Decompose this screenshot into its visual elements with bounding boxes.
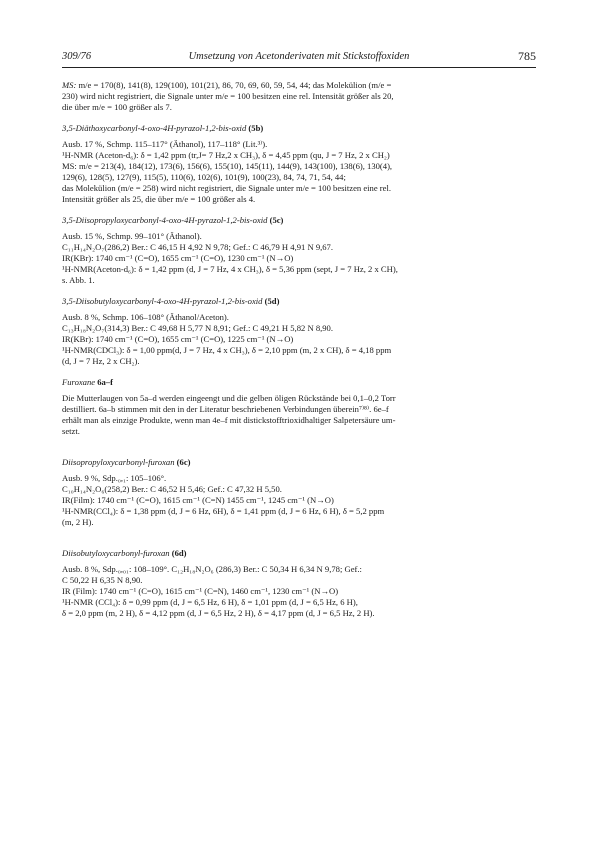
compound-label: 6a–f	[97, 377, 114, 387]
compound-label: (6d)	[171, 548, 187, 558]
page-number: 785	[518, 49, 536, 63]
ms-label: MS:	[62, 80, 77, 90]
ms-paragraph	[62, 80, 540, 113]
text-line: (m, 2 H).	[62, 517, 94, 527]
text-line: erhält man als einzige Produkte, wenn man 4e–f mit distickstofftrioxidhaltiger Salpetersäure um-	[62, 415, 396, 425]
compound-title: Diisopropyloxycarbonyl-furoxan (6c)	[62, 457, 191, 467]
text-line: (d, J = 7 Hz, 2 x CH₂).	[62, 356, 140, 366]
text-line-content: m/e = 170(8), 141(8), 129(100), 101(21), 86, 70, 69, 60, 59, 54, 44; das Molekülion (m/e =	[76, 80, 392, 90]
compound-title: 3,5-Diisopropyloxycarbonyl-4-oxo-4H-pyrazol-1,2-bis-oxid (5c)	[62, 215, 284, 225]
compound-label: (5c)	[269, 215, 284, 225]
text-line: IR(KBr): 1740 cm⁻¹ (C=O), 1655 cm⁻¹ (C=O), 1230 cm⁻¹ (N→O)	[62, 253, 294, 263]
compound-label: (5b)	[248, 123, 264, 133]
text-line: 230) wird nicht registriert, die Signale unter m/e = 100 besitzen eine rel. Intensität größer als 20,	[62, 91, 394, 101]
section-5d	[62, 296, 540, 367]
text-line: 129(6), 128(5), 127(9), 115(5), 110(6), 102(6), 101(9), 100(23), 84, 74, 71, 54, 44;	[62, 172, 346, 182]
text-line: Intensität größer als 25, die über m/e = 100 größer als 4.	[62, 194, 256, 204]
body-text	[62, 80, 540, 619]
text-line: C 50,22 H 6,35 N 8,90.	[62, 575, 143, 585]
text-line: Ausb. 8 %, Schmp. 106–108° (Äthanol/Aceton).	[62, 312, 229, 322]
text-line: destilliert. 6a–b stimmen mit den in der Literatur beschriebenen Verbindungen überein⁷⁾⁸⁾. 6e–f	[62, 404, 389, 414]
text-line: Die Mutterlaugen von 5a–d werden eingeengt und die gelben öligen Rückstände bei 0,1–0,2 Torr	[62, 393, 396, 403]
text-line: C₁₁H₁₄N₂O₇(286,2) Ber.: C 46,15 H 4,92 N 9,78; Gef.: C 46,79 H 4,91 N 9,67.	[62, 242, 334, 252]
section-6c	[62, 457, 540, 528]
section-furoxane	[62, 377, 540, 437]
text-line: s. Abb. 1.	[62, 275, 95, 285]
section-5b	[62, 123, 540, 205]
running-title: Umsetzung von Acetonderivaten mit Stickstoffoxiden	[188, 51, 410, 62]
journal-reference: 309/76	[62, 51, 92, 62]
text-line: IR(Film): 1740 cm⁻¹ (C=O), 1615 cm⁻¹ (C=N) 1455 cm⁻¹, 1245 cm⁻¹ (N→O)	[62, 495, 334, 505]
text-line: δ = 2,0 ppm (m, 2 H), δ = 4,12 ppm (d, J = 6,5 Hz, 2 H), δ = 4,17 ppm (d, J = 6,5 Hz, 2 H).	[62, 608, 375, 618]
text-line: ¹H-NMR(CCl₄): δ = 1,38 ppm (d, J = 6 Hz, 6H), δ = 1,41 ppm (d, J = 6 Hz, 6 H), δ = 5,2 ppm	[62, 506, 385, 516]
compound-title: Diisobutyloxycarbonyl-furoxan (6d)	[62, 548, 187, 558]
compound-title: 3,5-Diisobutyloxycarbonyl-4-oxo-4H-pyrazol-1,2-bis-oxid (5d)	[62, 296, 280, 306]
text-line: Ausb. 15 %, Schmp. 99–101° (Äthanol).	[62, 231, 202, 241]
compound-title: Furoxane 6a–f	[62, 377, 114, 387]
text-line: MS: m/e = 213(4), 184(12), 173(6), 156(6), 155(10), 145(11), 144(9), 143(100), 138(6), 130(4),	[62, 161, 393, 171]
section-5c	[62, 215, 540, 286]
compound-title: 3,5-Diäthoxycarbonyl-4-oxo-4H-pyrazol-1,2-bis-oxid (5b)	[62, 123, 264, 133]
text-line: C₁₀H₁₄N₂O₆(258,2) Ber.: C 46,52 H 5,46; Gef.: C 47,32 H 5,50.	[62, 484, 282, 494]
compound-label: (6c)	[176, 457, 191, 467]
text-line: ¹H-NMR (CCl₄): δ = 0,99 ppm (d, J = 6,5 Hz, 6 H), δ = 1,01 ppm (d, J = 6,5 Hz, 6 H),	[62, 597, 358, 607]
text-line: setzt.	[62, 426, 80, 436]
text-line: ¹H-NMR (Aceton-d₆): δ = 1,42 ppm (tr,J= 7 Hz,2 x CH₃), δ = 4,45 ppm (qu, J = 7 Hz, 2 x CH₂)	[62, 150, 390, 160]
text-line: ¹H-NMR(Aceton-d₆): δ = 1,42 ppm (d, J = 7 Hz, 4 x CH₃), δ = 5,36 ppm (sept, J = 7 Hz, 2 x CH),	[62, 264, 398, 274]
text-line: Ausb. 9 %, Sdp.₀,₁: 105–106°.	[62, 473, 167, 483]
text-line: Ausb. 17 %, Schmp. 115–117° (Äthanol), 117–118° (Lit.³⁾).	[62, 139, 268, 149]
text-line: IR (Film): 1740 cm⁻¹ (C=O), 1615 cm⁻¹ (C=N), 1460 cm⁻¹, 1230 cm⁻¹ (N→O)	[62, 586, 339, 596]
page-header	[62, 49, 536, 68]
compound-label: (5d)	[264, 296, 280, 306]
section-6d	[62, 548, 540, 619]
text-line: das Molekülion (m/e = 258) wird nicht registriert, die Signale unter m/e = 100 besitzen eine rel.	[62, 183, 392, 193]
text-line: C₁₃H₁₈N₂O₇(314,3) Ber.: C 49,68 H 5,77 N 8,91; Gef.: C 49,21 H 5,82 N 8,90.	[62, 323, 334, 333]
text-line: ¹H-NMR(CDCl₃): δ = 1,00 ppm(d, J = 7 Hz, 4 x CH₃), δ = 2,10 ppm (m, 2 x CH), δ = 4,18 ppm	[62, 345, 392, 355]
text-line: IR(KBr): 1740 cm⁻¹ (C=O), 1655 cm⁻¹ (C=O), 1225 cm⁻¹ (N→O)	[62, 334, 294, 344]
text-line: Ausb. 8 %, Sdp.₀,₀₁: 108–109°. C₁₂H₁₈N₂O₆ (286,3) Ber.: C 50,34 H 6,34 N 9,78; Gef.:	[62, 564, 362, 574]
text-line	[62, 80, 540, 91]
text-line: die über m/e = 100 größer als 7.	[62, 102, 172, 112]
